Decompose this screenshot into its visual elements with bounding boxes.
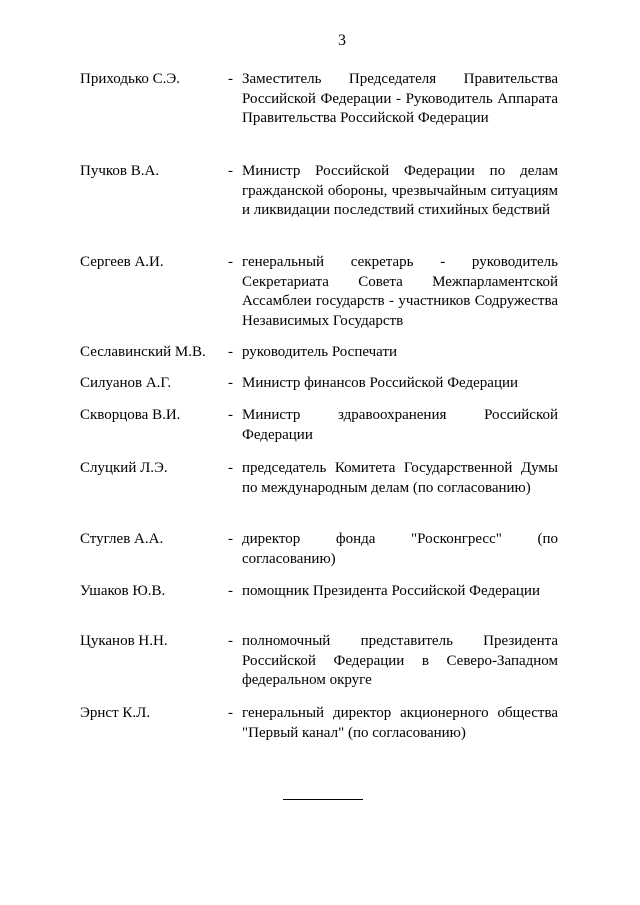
person-name: Эрнст К.Л. [80,705,151,721]
person-name: Сеславинский М.В. [80,344,206,360]
person-name: Приходько С.Э. [80,71,181,87]
list-item [80,253,558,331]
dash-separator: - [228,633,233,649]
dash-separator: - [228,407,233,423]
dash-separator: - [228,71,233,87]
person-role: руководитель Роспечати [242,344,398,360]
person-role: Заместитель Председателя Правительства Российской Федерации - Руководитель Аппарата Правительства Российской Федерации [242,71,558,126]
list-item [80,582,558,602]
dash-separator: - [228,375,233,391]
dash-separator: - [228,460,233,476]
page-number: 3 [338,32,346,49]
list-item [80,459,558,498]
list-item [80,530,558,569]
list-item [80,704,558,743]
list-item [80,343,558,363]
person-name: Сергеев А.И. [80,254,164,270]
person-role: генеральный директор акционерного общества "Первый канал" (по согласованию) [242,705,558,741]
person-name: Стуглев А.А. [80,531,164,547]
list-item [80,374,558,394]
list-item [80,406,558,445]
person-name: Скворцова В.И. [80,407,181,423]
person-name: Пучков В.А. [80,163,160,179]
dash-separator: - [228,531,233,547]
dash-separator: - [228,705,233,721]
person-name: Ушаков Ю.В. [80,583,166,599]
list-item [80,162,558,221]
list-item [80,632,558,691]
person-role: Министр Российской Федерации по делам гражданской обороны, чрезвычайным ситуациям и ликвидации последствий стихийных бедствий [242,163,558,218]
person-role: помощник Президента Российской Федерации [242,583,540,599]
dash-separator: - [228,163,233,179]
list-item [80,70,558,129]
end-divider [283,799,363,800]
person-role: директор фонда "Росконгресс" (по согласованию) [242,531,558,567]
dash-separator: - [228,583,233,599]
dash-separator: - [228,254,233,270]
dash-separator: - [228,344,233,360]
person-role: Министр финансов Российской Федерации [242,375,519,391]
person-name: Цуканов Н.Н. [80,633,168,649]
person-role: полномочный представитель Президента Российской Федерации в Северо-Западном федеральном округе [242,633,558,688]
person-role: председатель Комитета Государственной Думы по международным делам (по согласованию) [242,460,558,496]
person-role: генеральный секретарь - руководитель Секретариата Совета Межпарламентской Ассамблеи государств - участников Содружества Независимых Государств [242,254,558,329]
person-role: Министр здравоохранения Российской Федерации [242,407,558,443]
person-name: Силуанов А.Г. [80,375,172,391]
person-name: Слуцкий Л.Э. [80,460,168,476]
